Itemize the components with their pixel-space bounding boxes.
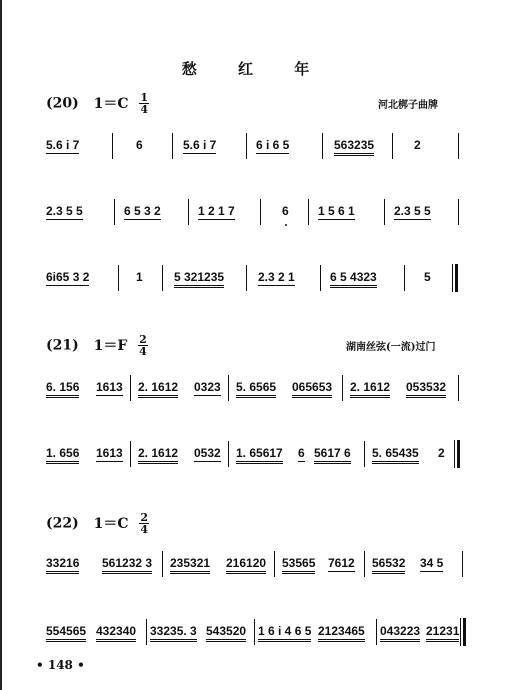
- piece-21-key: 1＝F: [93, 337, 128, 354]
- measure: 56532: [372, 556, 405, 574]
- piece-21-source: 湖南丝弦(一流)过门: [346, 342, 436, 353]
- piece-20-header: [46, 92, 149, 115]
- time-numerator: 1: [140, 91, 149, 104]
- measure: 6 i 6 5: [256, 138, 290, 152]
- piece-21-row-1: [46, 380, 468, 400]
- piece-21-row-2: [46, 446, 468, 466]
- final-barline: [460, 618, 465, 646]
- barline: [322, 133, 323, 159]
- measure: 561232 3: [102, 556, 152, 574]
- measure: 432340: [96, 624, 136, 642]
- measure: 065653: [292, 380, 332, 398]
- barline: [162, 551, 163, 577]
- barline: [392, 133, 393, 159]
- time-denominator: 4: [140, 523, 149, 536]
- measure: 6: [282, 204, 289, 218]
- measure: 5. 65435: [372, 446, 419, 464]
- barline: [130, 441, 131, 467]
- measure: 2: [414, 138, 421, 152]
- measure: 2.3 5 5: [394, 204, 431, 218]
- measure: 2. 1612: [138, 380, 178, 398]
- piece-22-number: (22): [46, 515, 79, 532]
- barline: [246, 133, 247, 159]
- song-title: 愁 红 年: [181, 60, 328, 78]
- piece-22-header: [46, 512, 149, 535]
- barline: [404, 265, 405, 291]
- measure: 2.3 2 1: [258, 270, 295, 284]
- time-numerator: 2: [139, 333, 147, 346]
- piece-20-key: 1＝C: [93, 95, 129, 112]
- measure: 2. 1612: [138, 446, 178, 464]
- measure: 1613: [96, 380, 123, 394]
- page-number: • 148 •: [36, 658, 85, 672]
- piece-20-number: (20): [46, 95, 79, 112]
- barline: [458, 199, 459, 225]
- time-denominator: 4: [139, 345, 147, 358]
- piece-20-row-1: [46, 138, 468, 158]
- measure: 2. 1612: [350, 380, 390, 398]
- low-octave-dot: [285, 224, 287, 226]
- measure: 0532: [194, 446, 221, 460]
- time-numerator: 2: [140, 511, 149, 524]
- barline: [384, 199, 385, 225]
- measure: 1 2 1 7: [198, 204, 235, 218]
- barline: [130, 375, 131, 401]
- piece-20-row-2: [46, 204, 468, 224]
- measure: 5.6 i 7: [46, 138, 80, 152]
- measure: 6 5 4323: [330, 270, 377, 288]
- barline: [162, 265, 163, 291]
- measure: 053532: [406, 380, 446, 398]
- measure: 5 321235: [174, 270, 224, 288]
- measure: 6 5 3 2: [124, 204, 161, 218]
- barline: [246, 265, 247, 291]
- barline: [458, 133, 459, 159]
- measure: 5617 6: [314, 446, 351, 464]
- piece-20-row-3: [46, 270, 468, 290]
- measure: 235321: [170, 556, 210, 574]
- barline: [112, 133, 113, 159]
- measure: 0323: [194, 380, 221, 394]
- measure: 1 6 i 4 6 5: [258, 624, 311, 642]
- measure: 2.3 5 5: [46, 204, 83, 218]
- measure: 1 5 6 1: [318, 204, 355, 218]
- measure: 563235: [334, 138, 374, 156]
- barline: [146, 619, 147, 645]
- measure: 216120: [226, 556, 266, 574]
- barline: [308, 199, 309, 225]
- measure: 5. 6565: [236, 380, 276, 398]
- measure: 6. 156: [46, 380, 79, 398]
- barline: [114, 199, 115, 225]
- barline: [364, 441, 365, 467]
- measure: 043223: [380, 624, 420, 642]
- measure: 21231: [426, 624, 459, 642]
- piece-22-row-1: [46, 556, 468, 576]
- barline: [172, 133, 173, 159]
- measure: 5: [424, 270, 431, 284]
- piece-22-row-2: [46, 624, 468, 644]
- measure: 554565: [46, 624, 86, 642]
- barline: [254, 619, 255, 645]
- final-barline: [454, 440, 459, 468]
- barline: [228, 441, 229, 467]
- measure: 1. 656: [46, 446, 79, 464]
- measure: 543520: [206, 624, 246, 642]
- piece-22-key: 1＝C: [93, 515, 129, 532]
- measure: 53565: [282, 556, 315, 574]
- measure: 1: [136, 270, 143, 284]
- measure: 2123465: [318, 624, 365, 642]
- barline: [462, 551, 463, 577]
- measure: 2: [438, 446, 445, 460]
- measure: 6: [298, 446, 305, 460]
- time-denominator: 4: [140, 103, 149, 116]
- piece-21-header: [46, 334, 148, 357]
- barline: [274, 551, 275, 577]
- page-left-border: [0, 0, 2, 690]
- barline: [458, 375, 459, 401]
- measure: 6: [136, 138, 143, 152]
- measure: 34 5: [420, 556, 444, 570]
- barline: [118, 265, 119, 291]
- measure: 33235. 3: [150, 624, 197, 642]
- piece-21-number: (21): [46, 337, 79, 354]
- piece-22-time-signature: [139, 512, 149, 535]
- measure: 7612: [328, 556, 355, 570]
- barline: [260, 199, 261, 225]
- measure: 5.6 i 7: [183, 138, 217, 152]
- barline: [320, 265, 321, 291]
- measure: 6i65 3 2: [46, 270, 90, 284]
- piece-21-time-signature: [138, 334, 148, 357]
- piece-20-time-signature: [139, 92, 149, 115]
- measure: 1. 65617: [236, 446, 283, 464]
- barline: [364, 551, 365, 577]
- final-barline: [452, 264, 457, 292]
- measure: 33216: [46, 556, 79, 574]
- barline: [188, 199, 189, 225]
- barline: [376, 619, 377, 645]
- measure: 1613: [96, 446, 123, 460]
- piece-20-source: 河北梆子曲牌: [378, 100, 438, 111]
- barline: [228, 375, 229, 401]
- barline: [342, 375, 343, 401]
